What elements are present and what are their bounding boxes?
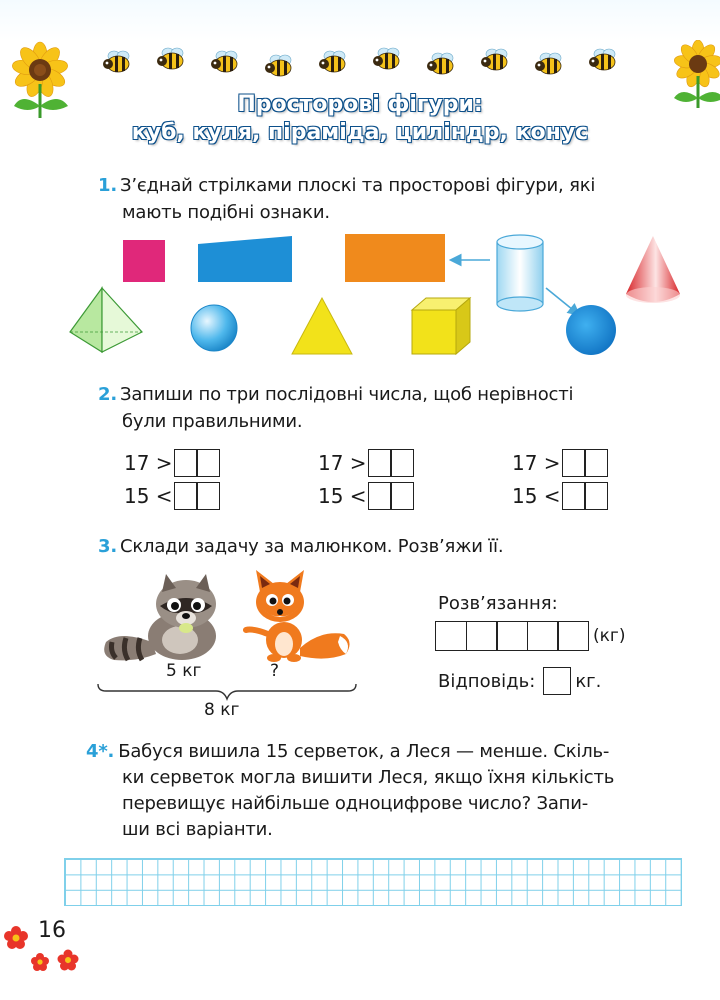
task1-shapes xyxy=(60,228,700,363)
ineq-2a: 17 > xyxy=(318,448,414,478)
circle-shape xyxy=(566,305,616,355)
ineq-1b: 15 < xyxy=(124,481,220,511)
solution-unit: (кг) xyxy=(593,626,626,646)
answer-box[interactable] xyxy=(368,482,392,510)
solution-box[interactable] xyxy=(527,621,559,651)
answer-box[interactable] xyxy=(562,449,586,477)
task1-text xyxy=(98,172,688,226)
answer-box[interactable] xyxy=(584,449,608,477)
cone-shape xyxy=(626,236,680,303)
page-title-line1: Просторові фігури: xyxy=(237,92,483,117)
total-weight: 8 кг xyxy=(204,700,240,720)
cube-shape xyxy=(412,298,470,354)
answer-input-box[interactable] xyxy=(543,667,571,695)
raccoon-icon xyxy=(100,570,230,665)
task4-line3: перевищує найбільше одноцифрове число? Запи- xyxy=(122,793,589,814)
page-title-line2: куб, куля, піраміда, циліндр, конус xyxy=(131,120,589,145)
answer-box[interactable] xyxy=(196,482,220,510)
task1-number: 1. xyxy=(98,175,117,196)
task1-line1: З’єднай стрілками плоскі та просторові фігури, які xyxy=(120,175,596,196)
task4-line4: ши всі варіанти. xyxy=(122,819,273,840)
pyramid-shape xyxy=(70,288,142,352)
sphere-shape xyxy=(191,305,237,351)
task4-number: 4*. xyxy=(86,741,115,762)
raccoon-weight: 5 кг xyxy=(166,661,202,681)
top-band xyxy=(0,0,720,40)
fox-weight: ? xyxy=(270,661,280,681)
task2-line2: були правильними. xyxy=(122,411,303,432)
task1-line2: мають подібні ознаки. xyxy=(122,202,330,223)
solution-row xyxy=(437,621,626,651)
task3-text xyxy=(98,533,688,560)
answer-label: Відповідь: xyxy=(438,670,536,692)
square-shape xyxy=(123,240,165,282)
triangle-shape xyxy=(292,298,352,354)
answer-unit: кг. xyxy=(575,670,602,692)
task4-line2: ки серветок могла вишити Леся, якщо їхня кількість xyxy=(122,767,615,788)
ineq-3b: 15 < xyxy=(512,481,608,511)
task3-line1: Склади задачу за малюнком. Розв’яжи її. xyxy=(120,536,504,557)
task2-text xyxy=(98,381,688,435)
fox-icon xyxy=(240,570,360,665)
solution-box[interactable] xyxy=(496,621,528,651)
solution-box[interactable] xyxy=(557,621,589,651)
ineq-1a: 17 > xyxy=(124,448,220,478)
ineq-2b: 15 < xyxy=(318,481,414,511)
answer-box[interactable] xyxy=(174,482,198,510)
task3-number: 3. xyxy=(98,536,117,557)
solution-label: Розв’язання: xyxy=(438,593,558,614)
answer-box[interactable] xyxy=(390,482,414,510)
ineq-3a: 17 > xyxy=(512,448,608,478)
task2-number: 2. xyxy=(98,384,117,405)
answer-grid[interactable] xyxy=(64,858,682,906)
solution-box[interactable] xyxy=(435,621,467,651)
answer-box[interactable] xyxy=(390,449,414,477)
task4-text xyxy=(86,739,688,843)
arrow-to-circle xyxy=(546,288,578,314)
answer-box[interactable] xyxy=(196,449,220,477)
rectangle-shape xyxy=(345,234,445,282)
answer-box[interactable] xyxy=(174,449,198,477)
answer-row xyxy=(438,667,601,695)
page-number: 16 xyxy=(38,918,66,943)
answer-box[interactable] xyxy=(562,482,586,510)
solution-box[interactable] xyxy=(466,621,498,651)
trapezoid-shape xyxy=(198,236,292,282)
task2-line1: Запиши по три послідовні числа, щоб нерівності xyxy=(120,384,574,405)
answer-box[interactable] xyxy=(584,482,608,510)
task4-line1: Бабуся вишила 15 серветок, а Леся — менше. Скіль- xyxy=(118,741,610,762)
cylinder-shape xyxy=(497,235,543,311)
answer-box[interactable] xyxy=(368,449,392,477)
curly-brace xyxy=(96,682,358,702)
bees-row xyxy=(96,44,636,84)
